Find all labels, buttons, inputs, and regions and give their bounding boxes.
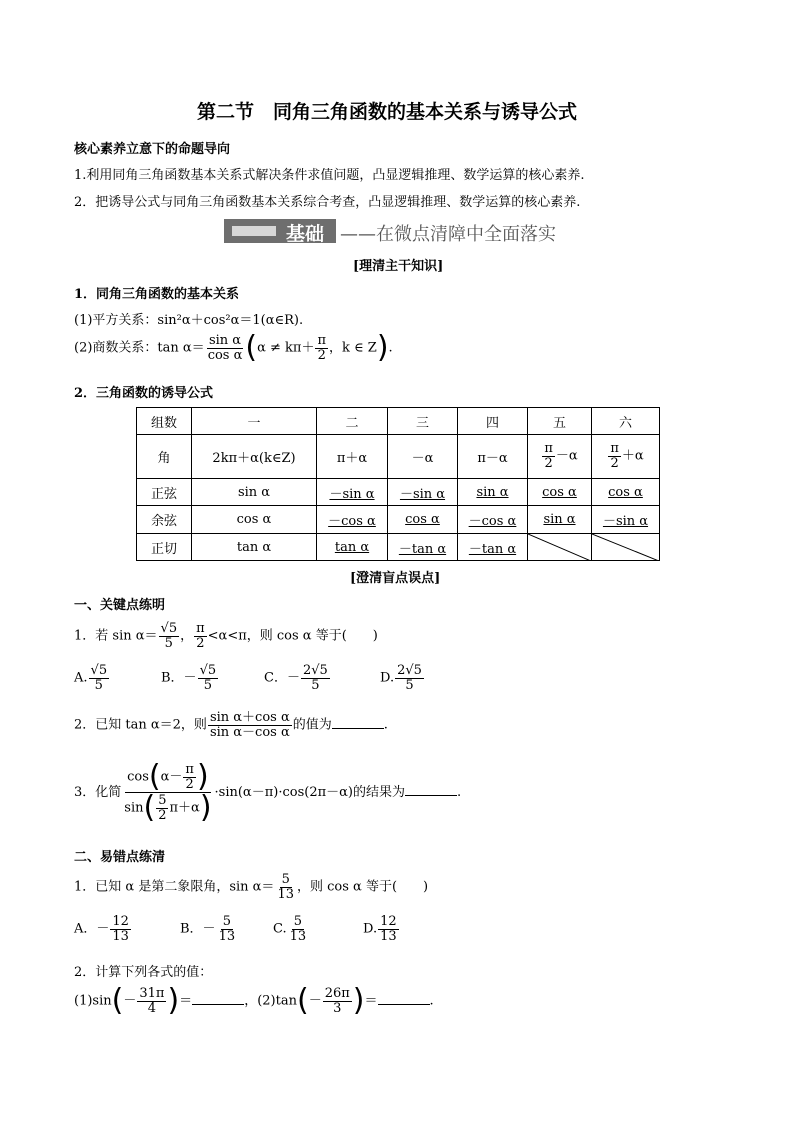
table-cell: －sin α [592, 506, 660, 534]
table-cell: cos α [592, 479, 660, 506]
frac-den: 5 [164, 635, 173, 651]
den-text: sin [124, 800, 144, 816]
frac-num: 12 [380, 914, 397, 929]
frac-num: √5 [199, 663, 217, 678]
banner-stripe [232, 226, 276, 236]
answer-blank[interactable] [192, 992, 244, 1005]
table-row-label: 角 [137, 435, 192, 479]
two-den: 2 [317, 347, 326, 363]
table-cell: cos α [388, 506, 458, 534]
frac-den: 13 [112, 928, 129, 944]
s1-heading: 1．同角三角函数的基本关系 [74, 287, 240, 302]
pi-num: π [544, 441, 553, 457]
table-cell: －tan α [458, 534, 528, 561]
minus-sign: － [308, 993, 322, 1009]
table-cell: π－α [458, 435, 528, 479]
q-text: . [383, 717, 388, 733]
fraction [288, 915, 309, 943]
option-label: C．－ [264, 670, 300, 686]
two-den: 2 [544, 456, 553, 471]
num-text: cos [127, 769, 149, 785]
core-heading: 核心素养立意下的命题导向 [74, 142, 231, 157]
part1-heading: 一、关键点练明 [74, 598, 166, 613]
table-row-label: 余弦 [137, 506, 192, 534]
fraction [217, 915, 238, 943]
frac-num: 26π [324, 985, 350, 1001]
core-item-1: 1.利用同角三角函数基本关系式解决条件求值问题，凸显逻辑推理、数学运算的核心素养. [74, 168, 585, 183]
table-cell: －tan α [388, 534, 458, 561]
option-label: D. [363, 921, 378, 937]
two-den: 2 [185, 776, 194, 792]
table-header-cell: 一 [192, 408, 317, 435]
comma: ， [244, 993, 258, 1009]
right-paren: ) [352, 983, 365, 1018]
fraction [378, 915, 399, 943]
answer-blank[interactable] [332, 716, 384, 729]
frac-den: 2 [196, 635, 205, 651]
frac-den: 5 [203, 677, 212, 693]
s2-heading: 2．三角函数的诱导公式 [74, 386, 214, 401]
pi-half-fraction [542, 442, 555, 470]
q-text: 1．已知 α 是第二象限角，sin α＝ [74, 879, 275, 895]
table-row [137, 534, 660, 561]
answer-blank[interactable] [378, 992, 430, 1005]
pi-num: π [610, 441, 619, 457]
frac-num: 5 [293, 914, 303, 929]
left-paren: ( [148, 759, 161, 794]
left-paren: ( [111, 983, 124, 1018]
table-row-label: 正切 [137, 534, 192, 561]
frac-num: √5 [160, 621, 178, 636]
right-paren: ) [199, 790, 212, 825]
p2-question-2-exprs [74, 983, 434, 1018]
q-text: . [456, 785, 462, 800]
condition-suffix: ，k ∈ Z [329, 340, 377, 356]
q-text: ·sin(α－π)·cos(2π－α)的结果为 [214, 785, 405, 800]
table-cell: 2kπ＋α(k∈Z) [192, 435, 317, 479]
fraction [137, 987, 166, 1015]
banner-label: 基础 [286, 223, 325, 245]
option-label: A. [74, 670, 88, 686]
table-cell: sin α [458, 479, 528, 506]
table-cell: π＋α [317, 435, 388, 479]
q-text: <α<π，则 cos α 等于( ) [207, 628, 378, 644]
frac-num: √5 [90, 663, 108, 678]
p2-question-2-heading: 2．计算下列各式的值： [74, 965, 213, 980]
fraction [89, 664, 110, 692]
frac-den: 13 [218, 928, 236, 944]
table-cell: －sin α [388, 479, 458, 506]
frac-num: 5 [281, 872, 290, 887]
pi-num: π [317, 332, 327, 348]
table-cell [528, 435, 592, 479]
fraction [395, 664, 424, 692]
answer-blank[interactable] [405, 783, 457, 796]
quotient-num: sin α [208, 332, 242, 348]
fraction [323, 987, 352, 1015]
table-cell: cos α [528, 479, 592, 506]
five-half-fraction [156, 794, 168, 822]
p2-q1-option-b [180, 915, 238, 943]
frac-den: 4 [147, 1000, 157, 1016]
frac-den: 13 [289, 928, 307, 944]
left-paren: ( [143, 790, 156, 825]
frac-num: 31π [139, 985, 165, 1001]
table-header-cell: 六 [592, 408, 660, 435]
table-row [137, 479, 660, 506]
equals-sign: ＝ [364, 993, 378, 1009]
frac-num: 2√5 [302, 663, 328, 678]
table-cell-empty [528, 534, 592, 561]
frac-den: 13 [380, 928, 397, 944]
angle-suffix: ＋α [621, 449, 644, 464]
pi-half-fraction [183, 763, 196, 791]
frac-den [122, 790, 213, 825]
quotient-end: . [388, 340, 393, 356]
two-den: 2 [610, 456, 619, 471]
p2-q1-option-a [74, 915, 132, 943]
frac-num: 5 [222, 914, 231, 929]
p2-question-1 [74, 873, 428, 901]
frac-den: 5 [405, 677, 414, 693]
quotient-relation [74, 330, 393, 365]
table-header-cell: 四 [458, 408, 528, 435]
table-header-cell: 组数 [137, 408, 192, 435]
q-text: ，则 cos α 等于( ) [296, 879, 429, 895]
left-paren: ( [296, 983, 309, 1018]
right-paren: ) [376, 330, 389, 365]
right-paren: ) [196, 759, 209, 794]
frac-num [125, 759, 211, 794]
table-cell: sin α [528, 506, 592, 534]
equals-sign: ＝ [179, 993, 193, 1009]
section-label-b: [澄清盲点误点] [350, 571, 441, 586]
frac-num: 12 [112, 914, 129, 929]
fraction [275, 873, 296, 901]
expr-text: (1)sin [74, 993, 112, 1009]
period: . [429, 993, 434, 1009]
condition-prefix: α ≠ kπ＋ [257, 340, 315, 356]
option-label: B．－ [161, 670, 197, 686]
frac-num: 2√5 [397, 663, 422, 678]
option-label: D. [380, 670, 395, 686]
fraction [198, 664, 219, 692]
option-label: A．－ [74, 921, 110, 937]
frac-den: 5 [311, 677, 320, 693]
table-header-cell: 三 [388, 408, 458, 435]
diagonal-line [592, 534, 659, 561]
p1-q1-option-a [74, 664, 110, 692]
fraction [301, 664, 330, 692]
p2-q1-option-d [363, 915, 400, 943]
section-label-a: [理清主干知识] [353, 259, 444, 274]
table-cell: －cos α [317, 506, 388, 534]
induction-formula-table [136, 407, 660, 561]
frac-num: sin α＋cos α [209, 710, 290, 725]
p2-q1-option-c [273, 915, 309, 943]
part2-heading: 二、易错点练清 [74, 850, 166, 865]
diagonal-line [528, 534, 591, 561]
right-paren: ) [167, 983, 180, 1018]
q-text: 1．若 sin α＝ [74, 628, 158, 644]
num-text: α－ [160, 769, 183, 785]
q-text: 2．已知 tan α＝2，则 [74, 717, 207, 733]
fraction [122, 759, 213, 825]
core-item-2: 2．把诱导公式与同角三角函数基本关系综合考查，凸显逻辑推理、数学运算的核心素养. [74, 195, 581, 210]
table-header-cell: 五 [528, 408, 592, 435]
table-cell: －sin α [317, 479, 388, 506]
option-label: C. [273, 921, 287, 937]
angle-suffix: －α [555, 449, 578, 464]
p1-q1-option-d [380, 664, 425, 692]
left-paren: ( [245, 330, 258, 365]
table-header-row [137, 408, 660, 435]
fraction [208, 711, 292, 739]
expr-text: (2)tan [257, 993, 297, 1009]
fraction [110, 915, 131, 943]
banner-subtitle: ——在微点清障中全面落实 [340, 224, 556, 245]
pi-num: π [185, 761, 194, 777]
table-row [137, 435, 660, 479]
table-cell [592, 435, 660, 479]
p1-question-3 [74, 759, 462, 825]
table-cell: tan α [192, 534, 317, 561]
frac-den: sin α－cos α [209, 724, 290, 740]
table-cell: tan α [317, 534, 388, 561]
option-label: B．－ [180, 921, 216, 937]
page-title: 第二节 同角三角函数的基本关系与诱导公式 [197, 101, 578, 123]
minus-sign: － [123, 993, 137, 1009]
square-relation: (1)平方关系：sin²α＋cos²α＝1(α∈R). [74, 313, 304, 328]
table-cell-empty [592, 534, 660, 561]
fraction [194, 622, 207, 650]
two-den: 2 [158, 807, 167, 823]
frac-den: 13 [277, 886, 294, 902]
frac-den: 5 [94, 677, 103, 693]
q-text: ， [180, 628, 194, 644]
quotient-fraction [206, 334, 245, 362]
den-text: π＋α [169, 800, 200, 816]
p1-question-2 [74, 711, 388, 739]
table-cell: sin α [192, 479, 317, 506]
five-num: 5 [158, 792, 167, 808]
table-cell: cos α [192, 506, 317, 534]
pi-half-fraction [315, 334, 328, 362]
frac-num: π [196, 621, 205, 636]
table-cell: －α [388, 435, 458, 479]
frac-den: 3 [333, 1000, 342, 1016]
fraction [159, 622, 180, 650]
p1-question-1 [74, 622, 378, 650]
table-header-cell: 二 [317, 408, 388, 435]
table-cell: －cos α [458, 506, 528, 534]
quotient-prefix: (2)商数关系：tan α＝ [74, 340, 205, 356]
quotient-den: cos α [207, 347, 243, 363]
q-text: 3．化简 [74, 785, 122, 800]
p1-q1-option-b [161, 664, 219, 692]
q-text: 的值为 [292, 717, 332, 733]
p1-q1-option-c [264, 664, 331, 692]
table-row [137, 506, 660, 534]
table-row-label: 正弦 [137, 479, 192, 506]
pi-half-fraction [608, 442, 621, 470]
